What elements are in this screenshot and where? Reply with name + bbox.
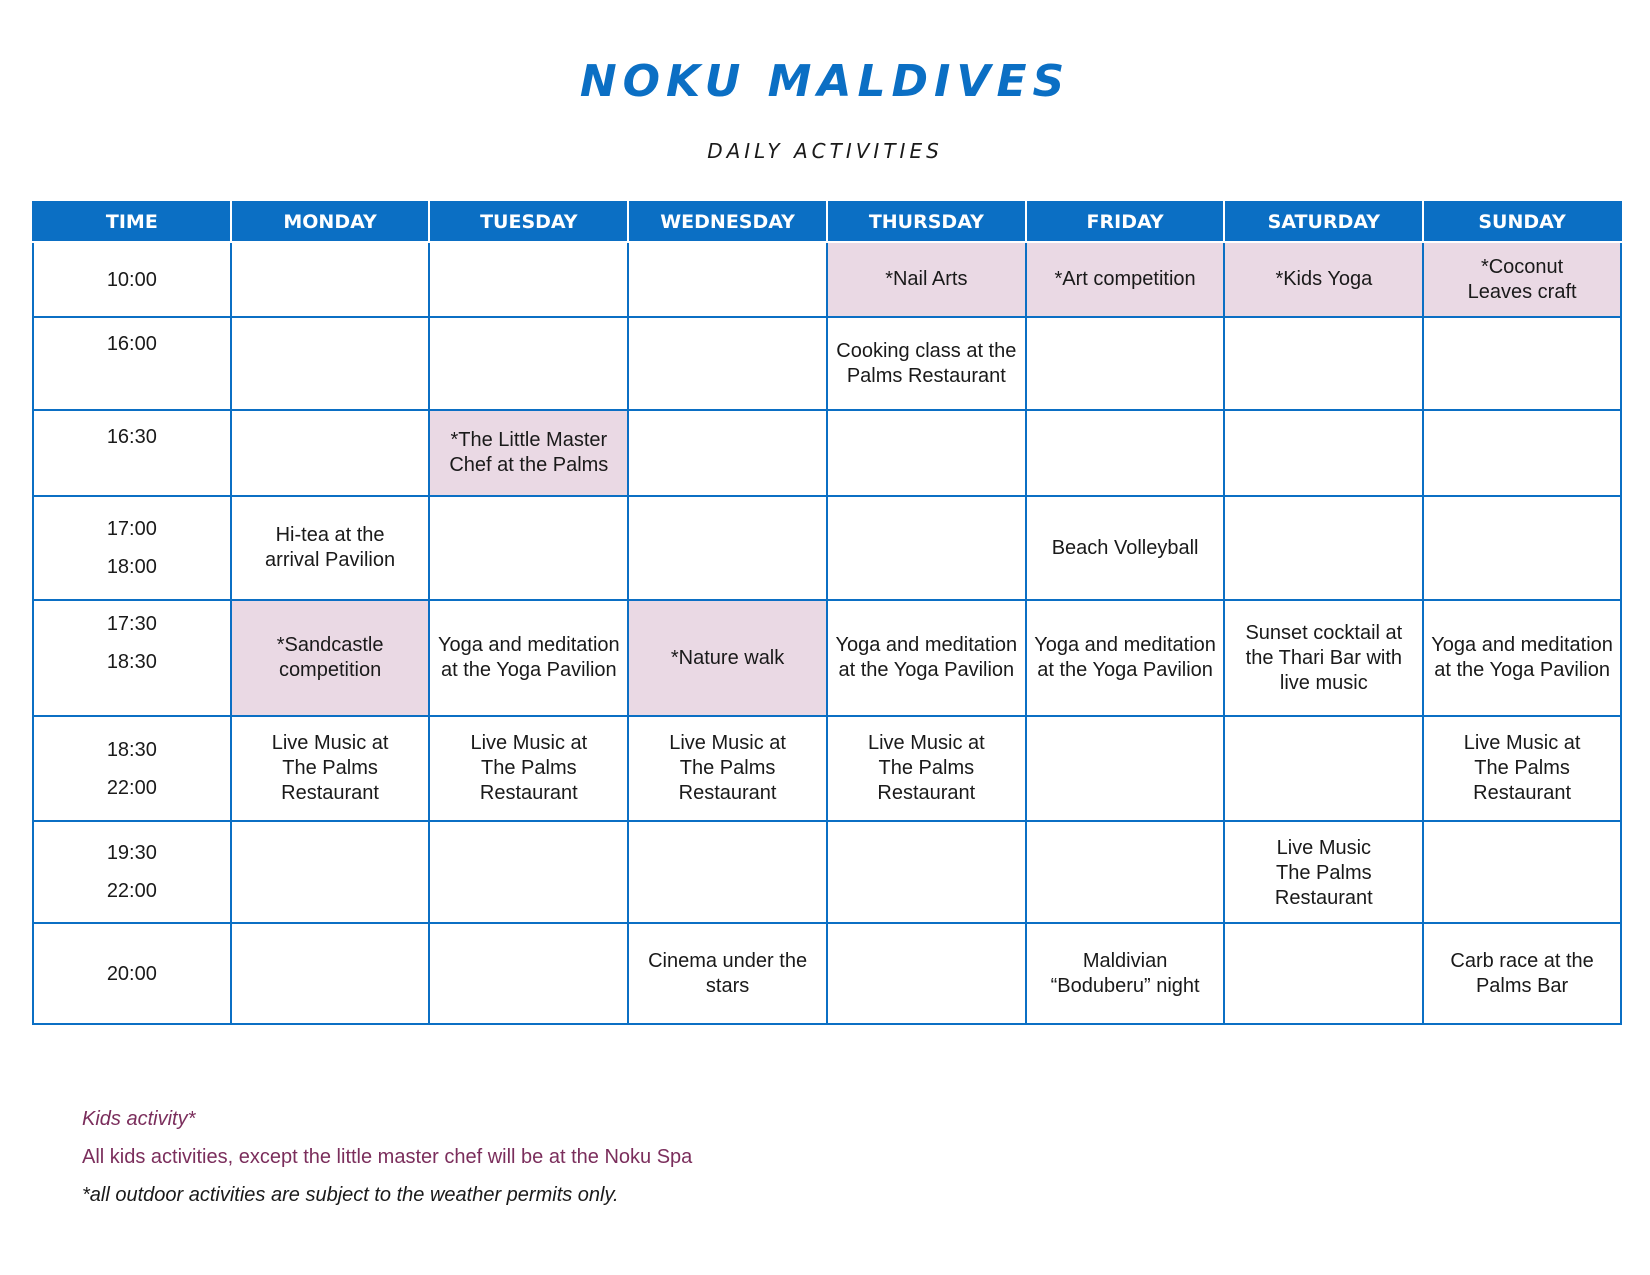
- activity-cell: [827, 821, 1026, 923]
- activity-cell: [1026, 410, 1225, 496]
- activity-cell: [628, 317, 827, 410]
- activity-cell: [429, 821, 628, 923]
- activity-cell: Cooking class at the Palms Restaurant: [827, 317, 1026, 410]
- footnotes: [82, 1100, 692, 1214]
- activity-cell: [231, 317, 430, 410]
- time-cell: [33, 923, 231, 1024]
- weather-note: *all outdoor activities are subject to the weather permits only.: [82, 1184, 619, 1206]
- activity-cell: [827, 496, 1026, 600]
- activity-cell: [1224, 496, 1423, 600]
- table-row: [33, 821, 1621, 923]
- activity-cell: [231, 821, 430, 923]
- column-header-sunday: SUNDAY: [1423, 202, 1621, 242]
- activity-cell: [1026, 716, 1225, 821]
- time-cell: [33, 600, 231, 716]
- time-cell: [33, 496, 231, 600]
- column-header-thursday: THURSDAY: [827, 202, 1026, 242]
- table-row: [33, 242, 1621, 317]
- time-label: 19:30: [106, 842, 157, 864]
- time-cell: [33, 317, 231, 410]
- activity-cell: [1423, 317, 1621, 410]
- time-label: 16:00: [106, 333, 157, 355]
- activity-cell: [1224, 716, 1423, 821]
- activity-cell: Hi-tea at the arrival Pavilion: [231, 496, 430, 600]
- activity-cell: [628, 242, 827, 317]
- activity-cell: [1026, 821, 1225, 923]
- kids-activity-cell: *Sandcastle competition: [231, 600, 430, 716]
- schedule-table: [32, 201, 1622, 1025]
- time-label: 18:30: [106, 738, 157, 761]
- activity-cell: [231, 923, 430, 1024]
- activity-cell: Maldivian “Boduberu” night: [1026, 923, 1225, 1024]
- activity-cell: Live Music at The Palms Restaurant: [827, 716, 1026, 821]
- page-subtitle: DAILY ACTIVITIES: [707, 139, 943, 163]
- activity-cell: Cinema under the stars: [628, 923, 827, 1024]
- kids-activity-cell: *Art competition: [1026, 242, 1225, 317]
- header-row: [33, 202, 1621, 242]
- time-label: 22:00: [106, 776, 157, 799]
- time-label: 10:00: [106, 268, 157, 291]
- kids-activity-cell: *Kids Yoga: [1224, 242, 1423, 317]
- activity-cell: Live Music at The Palms Restaurant: [429, 716, 628, 821]
- column-header-friday: FRIDAY: [1026, 202, 1225, 242]
- kids-activity-label: Kids activity*: [82, 1108, 196, 1130]
- activity-cell: Live Music at The Palms Restaurant: [628, 716, 827, 821]
- column-header-time: TIME: [33, 202, 231, 242]
- time-label: 18:30: [106, 651, 157, 673]
- activity-cell: [1224, 923, 1423, 1024]
- activity-cell: [827, 410, 1026, 496]
- activity-cell: [429, 496, 628, 600]
- time-label: 16:30: [106, 426, 157, 448]
- kids-activity-note: [82, 1100, 692, 1138]
- activity-cell: Yoga and meditation at the Yoga Pavilion: [1423, 600, 1621, 716]
- column-header-wednesday: WEDNESDAY: [628, 202, 827, 242]
- activity-cell: [628, 496, 827, 600]
- activity-cell: [429, 242, 628, 317]
- activity-cell: Beach Volleyball: [1026, 496, 1225, 600]
- activity-cell: Carb race at the Palms Bar: [1423, 923, 1621, 1024]
- kids-location-note: All kids activities, except the little master chef will be at the Noku Spa: [82, 1146, 693, 1168]
- activity-cell: Sunset cocktail at the Thari Bar with live music: [1224, 600, 1423, 716]
- table-row: [33, 923, 1621, 1024]
- table-row: [33, 600, 1621, 716]
- table-row: [33, 410, 1621, 496]
- activity-cell: Yoga and meditation at the Yoga Pavilion: [827, 600, 1026, 716]
- column-header-monday: MONDAY: [231, 202, 430, 242]
- activity-cell: [231, 242, 430, 317]
- kids-activity-cell: *Nail Arts: [827, 242, 1026, 317]
- activity-cell: Live Music The Palms Restaurant: [1224, 821, 1423, 923]
- activity-cell: Yoga and meditation at the Yoga Pavilion: [429, 600, 628, 716]
- column-header-tuesday: TUESDAY: [429, 202, 628, 242]
- kids-activity-cell: *The Little Master Chef at the Palms: [429, 410, 628, 496]
- activity-cell: [1423, 410, 1621, 496]
- time-cell: [33, 242, 231, 317]
- table-row: [33, 317, 1621, 410]
- activity-cell: [1224, 317, 1423, 410]
- activity-cell: [1224, 410, 1423, 496]
- time-label: 18:00: [106, 556, 157, 578]
- activity-cell: Live Music at The Palms Restaurant: [231, 716, 430, 821]
- time-label: 22:00: [106, 880, 157, 902]
- time-label: 17:00: [106, 518, 157, 540]
- page-title: NOKU MALDIVES: [579, 56, 1071, 107]
- activity-cell: [231, 410, 430, 496]
- time-cell: [33, 716, 231, 821]
- activity-cell: [827, 923, 1026, 1024]
- time-cell: [33, 821, 231, 923]
- activity-cell: [628, 410, 827, 496]
- time-label: 20:00: [106, 962, 157, 985]
- kids-activity-cell: *Nature walk: [628, 600, 827, 716]
- time-cell: [33, 410, 231, 496]
- kids-activity-cell: *Coconut Leaves craft: [1423, 242, 1621, 317]
- table-row: [33, 496, 1621, 600]
- activity-cell: Live Music at The Palms Restaurant: [1423, 716, 1621, 821]
- activity-cell: [1423, 821, 1621, 923]
- column-header-saturday: SATURDAY: [1224, 202, 1423, 242]
- activity-cell: [1423, 496, 1621, 600]
- time-label: 17:30: [106, 613, 157, 635]
- activity-cell: Yoga and meditation at the Yoga Pavilion: [1026, 600, 1225, 716]
- activity-cell: [429, 317, 628, 410]
- activity-cell: [429, 923, 628, 1024]
- activity-cell: [628, 821, 827, 923]
- activity-cell: [1026, 317, 1225, 410]
- table-row: [33, 716, 1621, 821]
